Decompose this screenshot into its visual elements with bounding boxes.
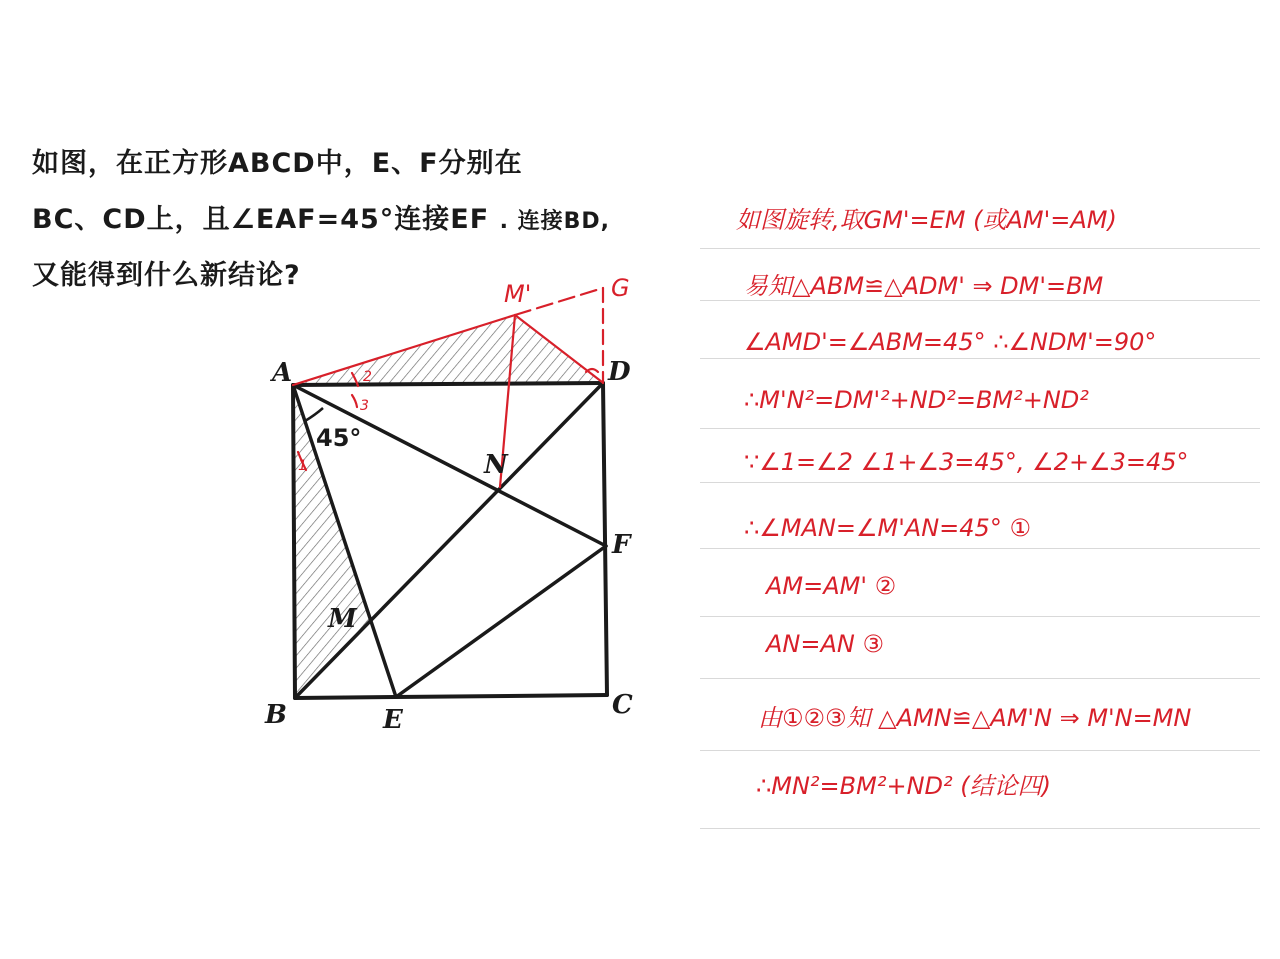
solution-line-7: AM=AM' ② [766,572,897,600]
label-F: F [612,530,631,560]
label-B: B [265,700,287,730]
paper-rule [700,750,1260,751]
label-E: E [383,705,403,735]
solution-line-10: ∴MN²=BM²+ND² (结论四) [756,772,1051,800]
label-A: A [272,358,293,388]
paper-rule [700,358,1260,359]
label-G: G [611,274,630,302]
side-BA [293,385,295,698]
paper-rule [700,828,1260,829]
label-mark-3: 3 [360,398,369,414]
angle-arc-A [305,408,323,421]
solution-line-3: ∠AMD'=∠ABM=45° ∴∠NDM'=90° [744,328,1157,356]
red-angle-mark-3 [352,395,357,407]
label-mark-2: 2 [363,369,372,385]
label-M-prime: M' [504,280,532,308]
label-angle-45: 45° [316,424,362,452]
paper-rule [700,616,1260,617]
problem-line-2-main: BC、CD上，且∠EAF=45°连接EF [32,204,490,235]
paper-rule [700,678,1260,679]
red-right-angle-D [586,369,598,372]
solution-line-5: ∵∠1=∠2 ∠1+∠3=45°, ∠2+∠3=45° [744,448,1189,476]
problem-line-3: 又能得到什么新结论? [32,260,301,291]
segment-EF [396,546,606,697]
paper-rule [700,428,1260,429]
label-M: M [328,604,357,634]
label-mark-1: 1 [298,458,307,474]
hatched-triangle-top [293,315,602,385]
side-DC [603,383,607,695]
solution-line-4: ∴M'N²=DM'²+ND²=BM²+ND² [744,386,1089,414]
paper-rule [700,548,1260,549]
solution-line-8: AN=AN ③ [766,630,884,658]
paper-rule [700,248,1260,249]
label-C: C [612,690,633,720]
solution-line-1: 如图旋转,取GM'=EM (或AM'=AM) [736,206,1117,234]
side-CB [295,695,607,698]
handwritten-solution [700,180,1260,870]
solution-line-9: 由①②③知 △AMN≌△AM'N ⇒ M'N=MN [758,704,1192,732]
problem-line-2-tail: . 连接BD, [499,209,611,234]
paper-rule [700,482,1260,483]
problem-line-1: 如图，在正方形ABCD中，E、F分别在 [32,148,523,179]
label-D: D [608,357,631,387]
label-N: N [484,450,508,480]
solution-line-6: ∴∠MAN=∠M'AN=45° ① [744,514,1031,542]
side-AD [293,383,603,385]
solution-line-2: 易知△ABM≌△ADM' ⇒ DM'=BM [744,272,1104,300]
